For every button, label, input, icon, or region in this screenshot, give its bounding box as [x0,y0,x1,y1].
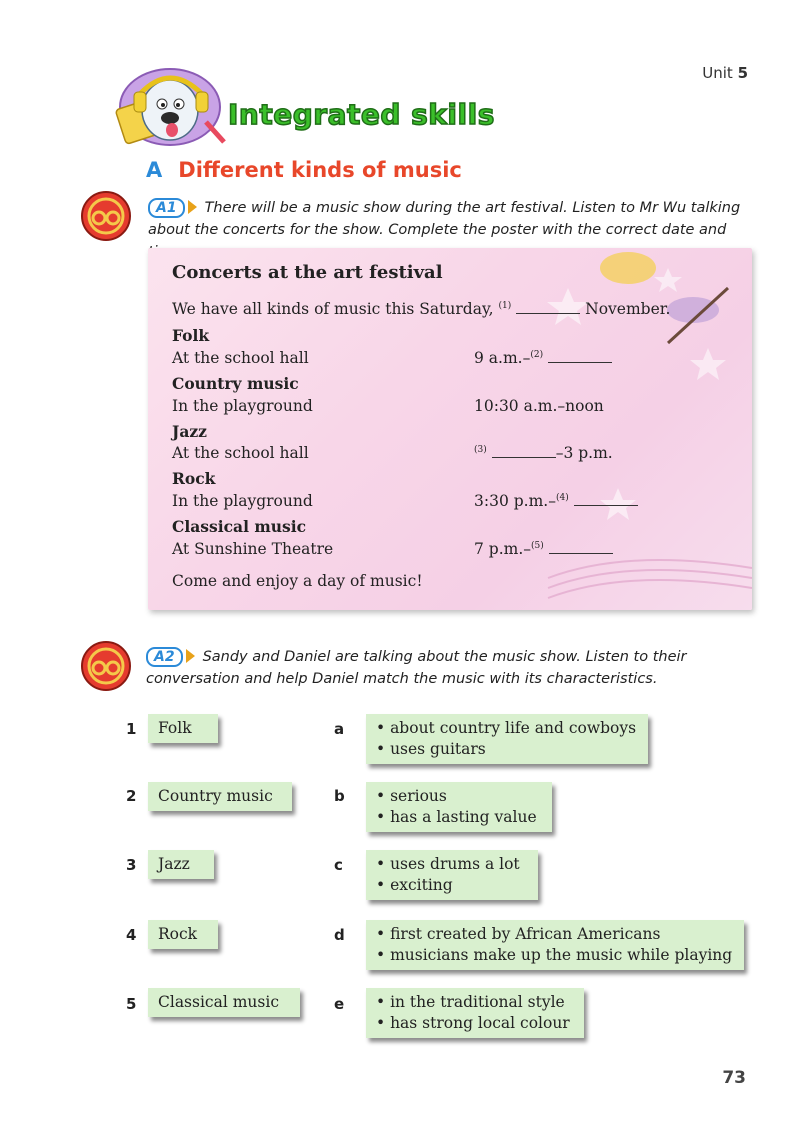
genre-rock: Rock [172,469,216,488]
time-country: 10:30 a.m.–noon [474,397,604,415]
answer-blank-1[interactable] [516,301,580,314]
genre-jazz: Jazz [172,422,207,441]
poster-intro: We have all kinds of music this Saturday, $^{(1)}$ November. [172,300,671,318]
characteristic-card-d[interactable]: • first created by African Americans • musicians make up the music while playing [366,920,744,970]
item-number: 4 [126,926,137,944]
answer-blank-2[interactable] [548,350,612,363]
music-card-rock[interactable]: Rock [148,920,218,949]
music-card-jazz[interactable]: Jazz [148,850,214,879]
part-a-heading [146,158,462,182]
part-title: Different kinds of music [178,158,462,182]
poster-title: Concerts at the art festival [172,262,443,283]
characteristic-card-c[interactable]: • uses drums a lot • exciting [366,850,538,900]
place-rock: In the playground [172,492,313,510]
item-letter: d [334,926,345,944]
listening-cd-icon [80,190,132,242]
a1-instruction: A1 There will be a music show during the art festival. Listen to Mr Wu talking about the concerts for the show. Complete the poster with the correct date and [148,200,741,238]
genre-classical: Classical music [172,517,307,536]
music-card-folk[interactable]: Folk [148,714,218,743]
item-number: 2 [126,787,137,805]
place-classical: At Sunshine Theatre [172,540,334,558]
part-letter: A [146,158,163,182]
answer-blank-3[interactable] [492,445,556,458]
unit-label: Unit 5 [702,64,748,82]
a2-tag[interactable]: A2 [146,647,183,667]
time-jazz: $^{(3)}$ –3 p.m. [474,444,613,462]
item-number: 3 [126,856,137,874]
place-country: In the playground [172,397,313,415]
poster-closing: Come and enjoy a day of music! [172,572,423,590]
time-folk: 9 a.m.–$^{(2)}$ [474,349,612,367]
mascot-illustration [112,66,230,148]
item-letter: b [334,787,345,805]
item-number: 5 [126,995,137,1013]
characteristic-card-b[interactable]: • serious • has a lasting value [366,782,552,832]
play-arrow-icon[interactable] [188,200,197,214]
genre-country: Country music [172,374,299,393]
genre-folk: Folk [172,326,210,345]
characteristic-card-a[interactable]: • about country life and cowboys • uses guitars [366,714,648,764]
time-classical: 7 p.m.–$^{(5)}$ [474,540,613,558]
time-rock: 3:30 p.m.–$^{(4)}$ [474,492,638,510]
item-letter: a [334,720,345,738]
characteristic-card-e[interactable]: • in the traditional style • has strong local colour [366,988,584,1038]
item-letter: e [334,995,345,1013]
music-card-country[interactable]: Country music [148,782,292,811]
play-arrow-icon[interactable] [186,649,195,663]
concert-poster [148,248,752,610]
answer-blank-5[interactable] [549,541,613,554]
place-folk: At the school hall [172,349,309,367]
a2-instruction: A2 Sandy and Daniel are talking about the music show. Listen to their conversation and help Daniel match the music with its characteristics. [146,649,687,687]
item-number: 1 [126,720,137,738]
music-card-classical[interactable]: Classical music [148,988,300,1017]
a1-tag[interactable]: A1 [148,198,185,218]
section-title: Integrated skills [228,98,495,131]
answer-blank-4[interactable] [574,493,638,506]
listening-cd-icon [80,640,132,692]
item-letter: c [334,856,343,874]
page-number: 73 [722,1068,746,1088]
place-jazz: At the school hall [172,444,309,462]
